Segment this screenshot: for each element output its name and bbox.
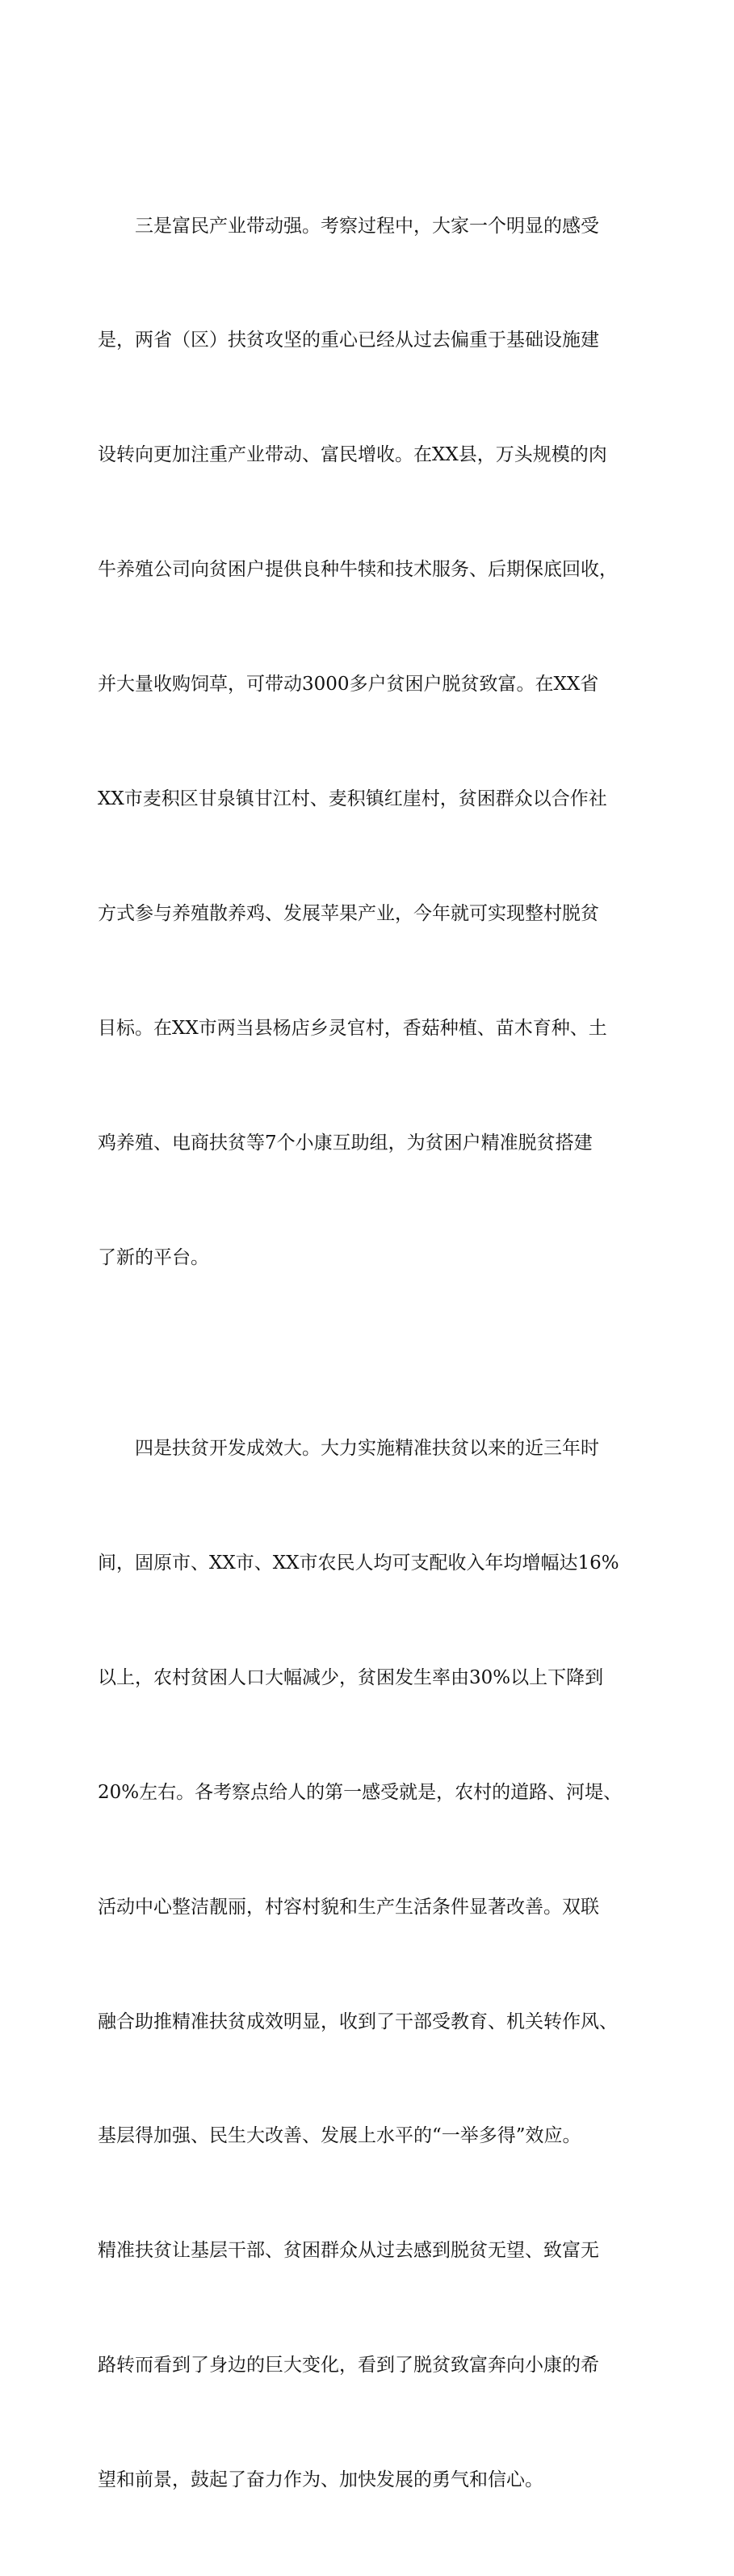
paragraph-line: 融合助推精准扶贫成效明显，收到了干部受教育、机关转作风、 <box>98 2003 663 2041</box>
paragraph-line: 了新的平台。 <box>98 1239 663 1277</box>
document-body <box>98 131 663 2576</box>
paragraph-line: 间，固原市、XX市、XX市农民人均可支配收入年均增幅达16% <box>98 1544 663 1582</box>
paragraph-poverty-results <box>98 1354 663 2576</box>
paragraph-line: XX市麦积区甘泉镇甘江村、麦积镇红崖村，贫困群众以合作社 <box>98 780 663 818</box>
paragraph-line: 三是富民产业带动强。考察过程中，大家一个明显的感受 <box>98 208 663 246</box>
paragraph-rich-industry <box>98 131 663 1354</box>
paragraph-line: 牛养殖公司向贫困户提供良种牛犊和技术服务、后期保底回收， <box>98 551 663 589</box>
paragraph-line: 路转而看到了身边的巨大变化，看到了脱贫致富奔向小康的希 <box>98 2347 663 2385</box>
paragraph-line: 设转向更加注重产业带动、富民增收。在XX县，万头规模的肉 <box>98 436 663 474</box>
paragraph-line: 望和前景，鼓起了奋力作为、加快发展的勇气和信心。 <box>98 2461 663 2499</box>
paragraph-line: 活动中心整洁靓丽，村容村貌和生产生活条件显著改善。双联 <box>98 1889 663 1927</box>
paragraph-line: 精准扶贫让基层干部、贫困群众从过去感到脱贫无望、致富无 <box>98 2232 663 2270</box>
paragraph-line: 以上，农村贫困人口大幅减少，贫困发生率由30%以上下降到 <box>98 1659 663 1697</box>
document-page <box>0 0 734 1039</box>
paragraph-line: 基层得加强、民生大改善、发展上水平的“一举多得”效应。 <box>98 2117 663 2155</box>
paragraph-line: 方式参与养殖散养鸡、发展苹果产业，今年就可实现整村脱贫 <box>98 895 663 933</box>
paragraph-line: 鸡养殖、电商扶贫等7个小康互助组，为贫困户精准脱贫搭建 <box>98 1124 663 1162</box>
paragraph-line: 目标。在XX市两当县杨店乡灵官村，香菇种植、苗木育种、土 <box>98 1010 663 1048</box>
paragraph-line: 是，两省（区）扶贫攻坚的重心已经从过去偏重于基础设施建 <box>98 321 663 359</box>
paragraph-line: 20%左右。各考察点给人的第一感受就是，农村的道路、河堤、 <box>98 1774 663 1812</box>
paragraph-line: 四是扶贫开发成效大。大力实施精准扶贫以来的近三年时 <box>98 1430 663 1468</box>
paragraph-line: 并大量收购饲草，可带动3000多户贫困户脱贫致富。在XX省 <box>98 666 663 704</box>
